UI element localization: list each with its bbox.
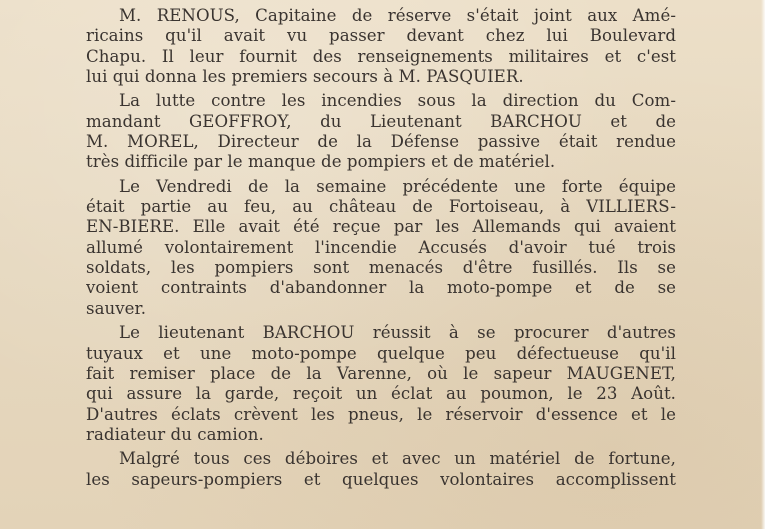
text-line: les sapeurs-pompiers et quelques volontaires accomplissent — [86, 469, 676, 489]
text-line: très difficile par le manque de pompiers et de matériel. — [86, 152, 556, 172]
text-line: M. RENOUS, Capitaine de réserve s'était joint aux Amé- — [119, 6, 676, 25]
text-line: qui assure la garde, reçoit un éclat au poumon, le 23 Août. — [86, 384, 676, 404]
text-line: voient contraints d'abandonner la moto-pompe et de se — [86, 278, 676, 298]
paragraph-renous — [86, 6, 676, 87]
text-line: Le Vendredi de la semaine précédente une forte équipe — [119, 176, 676, 196]
paragraph-deboires — [86, 449, 676, 490]
text-line: ricains qu'il avait vu passer devant chez lui Boulevard — [86, 26, 676, 46]
text-line: allumé volontairement l'incendie Accusés d'avoir tué trois — [86, 237, 676, 257]
text-line: Chapu. Il leur fournit des renseignements militaires et c'est — [86, 46, 676, 66]
paragraph-incendies — [86, 91, 676, 172]
paragraph-barchou — [86, 323, 676, 445]
text-line: Le lieutenant BARCHOU réussit à se procurer d'autres — [119, 323, 676, 343]
paragraph-vendredi — [86, 177, 676, 319]
text-line: EN-BIERE. Elle avait été reçue par les Allemands qui avaient — [86, 217, 676, 237]
text-line: soldats, les pompiers sont menacés d'être fusillés. Ils se — [86, 258, 676, 278]
text-line: mandant GEOFFROY, du Lieutenant BARCHOU et de — [86, 111, 676, 131]
text-line: lui qui donna les premiers secours à M. PASQUIER. — [86, 67, 524, 87]
text-line: Malgré tous ces déboires et avec un matériel de fortune, — [119, 449, 676, 469]
text-line: M. MOREL, Directeur de la Défense passive était rendue — [86, 132, 676, 152]
text-line: fait remiser place de la Varenne, où le sapeur MAUGENET, — [86, 363, 676, 383]
text-line: radiateur du camion. — [86, 424, 264, 444]
text-line: La lutte contre les incendies sous la direction du Com- — [119, 91, 676, 111]
document-text — [86, 6, 676, 494]
text-line: D'autres éclats crèvent les pneus, le réservoir d'essence et le — [86, 404, 676, 424]
text-line: sauver. — [86, 298, 147, 318]
page-edge — [761, 0, 765, 529]
text-line: était partie au feu, au château de Fortoiseau, à VILLIERS- — [86, 197, 676, 217]
text-line: tuyaux et une moto-pompe quelque peu défectueuse qu'il — [86, 343, 676, 363]
